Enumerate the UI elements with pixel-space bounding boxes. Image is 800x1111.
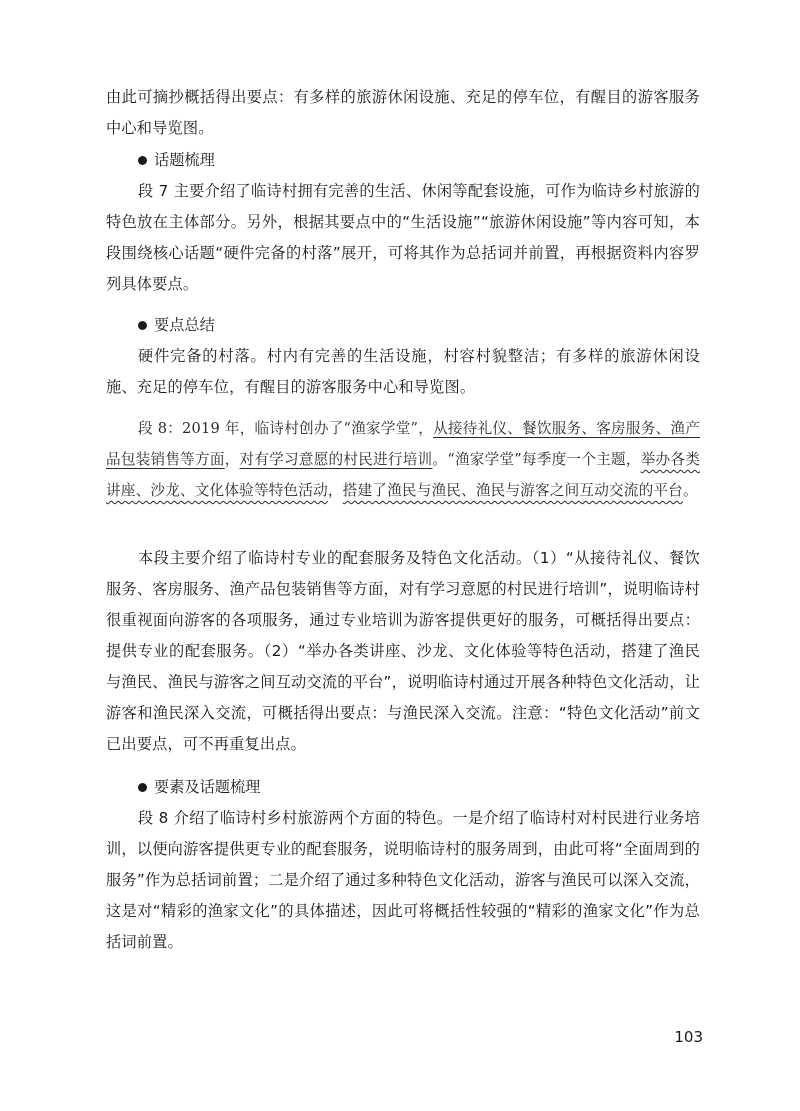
seg8-wavy-activities: 举办各类讲座、沙龙、文化体验等特色活动 <box>106 451 700 499</box>
paragraph-seg8-analysis: 本段主要介绍了临诗村专业的配套服务及特色文化活动。（1）“从接待礼仪、餐饮服务、客房服务、渔产品包装销售等方面，对有学习意愿的村民进行培训”，说明临诗村很重视面向游客的各项服务，通过专业培训为游客提供更好的服务，可概括得出要点：提供专业的配套服务。（2）“举办各类讲座、沙龙、文化体验等特色活动，搭建了渔民与渔民、渔民与游客之间互动交流的平台”，说明临诗村通过开展各种特色文化活动，让游客和渔民深入交流，可概括得出要点：与渔民深入交流。注意：“特色文化活动”前文已出要点，可不再重复出点。 <box>106 549 700 753</box>
seg8-underlined-training: 对有学习意愿的村民进行培训 <box>239 451 433 468</box>
bullet-icon <box>138 783 147 792</box>
bullet-icon <box>138 321 147 330</box>
seg8-text-1: 段 8：2019 年，临诗村创办了“渔家学堂”， <box>138 420 434 437</box>
paragraph-seg8-source <box>106 413 700 506</box>
seg8-text-4: ， <box>327 482 343 499</box>
heading-topic-review <box>138 145 215 176</box>
paragraph-seg7-analysis: 段 7 主要介绍了临诗村拥有完善的生活、休闲等配套设施，可作为临诗乡村旅游的特色放在主体部分。另外，根据其要点中的“生活设施”“旅游休闲设施”等内容可知，本段围绕核心话题“硬件完备的村落”展开，可将其作为总括词并前置，再根据资料内容罗列具体要点。 <box>106 182 700 293</box>
seg8-text-2: ， <box>224 451 240 468</box>
heading-key-points <box>138 310 215 341</box>
heading-elements-topic-label: 要素及话题梳理 <box>154 778 261 796</box>
bullet-icon <box>138 156 147 165</box>
heading-topic-review-label: 话题梳理 <box>154 151 215 169</box>
seg8-text-5: 。 <box>682 482 698 499</box>
heading-elements-topic <box>138 772 260 803</box>
paragraph-seg8-elements: 段 8 介绍了临诗村乡村旅游两个方面的特色。一是介绍了临诗村对村民进行业务培训，以便向游客提供更专业的配套服务，说明临诗村的服务周到，由此可将“全面周到的服务”作为总括词前置；二是介绍了通过多种特色文化活动，游客与渔民可以深入交流，这是对“精彩的渔家文化”的具体描述，因此可将概括性较强的“精彩的渔家文化”作为总括词前置。 <box>106 809 700 951</box>
heading-key-points-label: 要点总结 <box>154 316 215 334</box>
page-number: 103 <box>674 1028 703 1046</box>
paragraph-key-points-summary: 硬件完备的村落。村内有完善的生活设施，村容村貌整洁；有多样的旅游休闲设施、充足的停车位，有醒目的游客服务中心和导览图。 <box>106 347 700 396</box>
seg8-wavy-platform: 搭建了渔民与渔民、渔民与游客之间互动交流的平台 <box>342 482 683 499</box>
seg8-text-3: 。“渔家学堂”每季度一个主题， <box>432 451 641 468</box>
seg8-underlined-training-areas: 从接待礼仪、餐饮服务、客房服务、渔产品包装销售等方面 <box>106 420 700 468</box>
paragraph-intro-summary: 由此可摘抄概括得出要点：有多样的旅游休闲设施、充足的停车位，有醒目的游客服务中心和导览图。 <box>106 88 700 137</box>
